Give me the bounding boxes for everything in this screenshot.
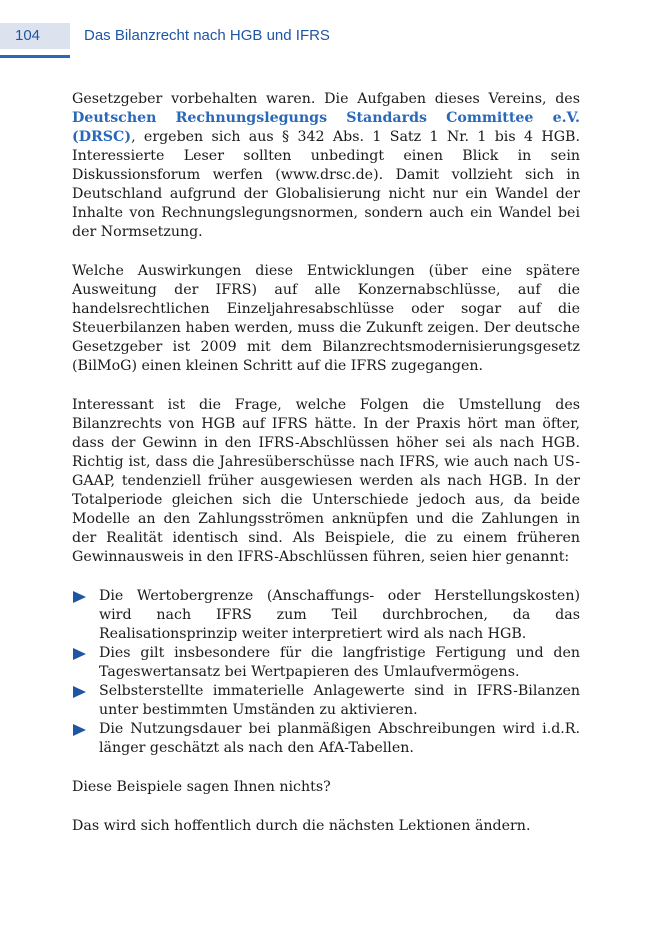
paragraph-3: Interessant ist die Frage, welche Folgen die Umstellung des Bilanzrechts von HGB auf IFRS hätte. In der Praxis hört man öfter, dass der Gewinn in den IFRS-Abschlüssen höher sei als nach HGB. Richtig ist, dass die Jahresüberschüsse nach IFRS, wie auch nach US-GAAP, tendenziell früher ausgewiesen werden als nach HGB. In der Totalperiode gleichen sich die Unterschiede jedoch aus, da beide Modelle an den Zahlungsströmen anknüpfen und die Zahlungen in der Realität identisch sind. Als Beispiele, die zu einem früheren Gewinnausweis in den IFRS-Abschlüssen führen, seien hier genannt: [72,397,580,565]
example-bullet-list [72,587,580,758]
paragraph-5: Das wird sich hoffentlich durch die nächsten Lektionen ändern. [72,818,531,834]
list-item [72,682,580,720]
triangle-right-icon [73,591,86,603]
list-item [72,720,580,758]
paragraph-1-text-b: , ergeben sich aus § 342 Abs. 1 Satz 1 Nr. 1 bis 4 HGB. Interessierte Leser sollten unbedingt einen Blick in sein Diskussionsforum werfen (www.drsc.de). Damit vollzieht sich in Deutschland aufgrund der Globalisierung nicht nur ein Wandel der Inhalte von Rechnungslegungsnormen, sondern auch ein Wandel bei der Normsetzung. [72,129,580,240]
page-number: 104 [0,23,70,49]
paragraph-2: Welche Auswirkungen diese Entwicklungen (über eine spätere Ausweitung der IFRS) auf alle Konzernabschlüsse, auf die handelsrechtlichen Einzeljahresabschlüsse oder sogar auf die Steuerbilanzen haben werden, muss die Zukunft zeigen. Der deutsche Gesetzgeber ist 2009 mit dem Bilanzrechtsmodernisierungsgesetz (BilMoG) einen kleinen Schritt auf die IFRS zugegangen. [72,263,580,374]
paragraph-1-text-a: Gesetzgeber vorbehalten waren. Die Aufgaben dieses Vereins, des [72,91,580,107]
paragraph-1 [72,90,580,242]
drsc-highlight: Deutschen Rechnungslegungs Standards Committee e.V. (DRSC) [72,110,580,145]
paragraph-4: Diese Beispiele sagen Ihnen nichts? [72,779,331,795]
list-item-text: Selbsterstellte immaterielle Anlagewerte sind in IFRS-Bilanzen unter bestimmten Umständen zu aktivieren. [99,683,580,718]
triangle-right-icon [73,724,86,736]
triangle-right-icon [73,686,86,698]
list-item-text: Die Wertobergrenze (Anschaffungs- oder Herstellungskosten) wird nach IFRS zum Teil durchbrochen, da das Realisationsprinzip weiter interpretiert wird als nach HGB. [99,588,580,642]
page-content [72,90,580,856]
list-item [72,644,580,682]
running-title: Das Bilanzrecht nach HGB und IFRS [84,27,330,44]
list-item-text: Die Nutzungsdauer bei planmäßigen Abschreibungen wird i.d.R. länger geschätzt als nach den AfA-Tabellen. [99,721,580,756]
list-item-text: Dies gilt insbesondere für die langfristige Fertigung und den Tageswertansatz bei Wertpapieren des Umlaufvermögens. [99,645,580,680]
triangle-right-icon [73,648,86,660]
header-underline [0,55,70,58]
list-item [72,587,580,644]
